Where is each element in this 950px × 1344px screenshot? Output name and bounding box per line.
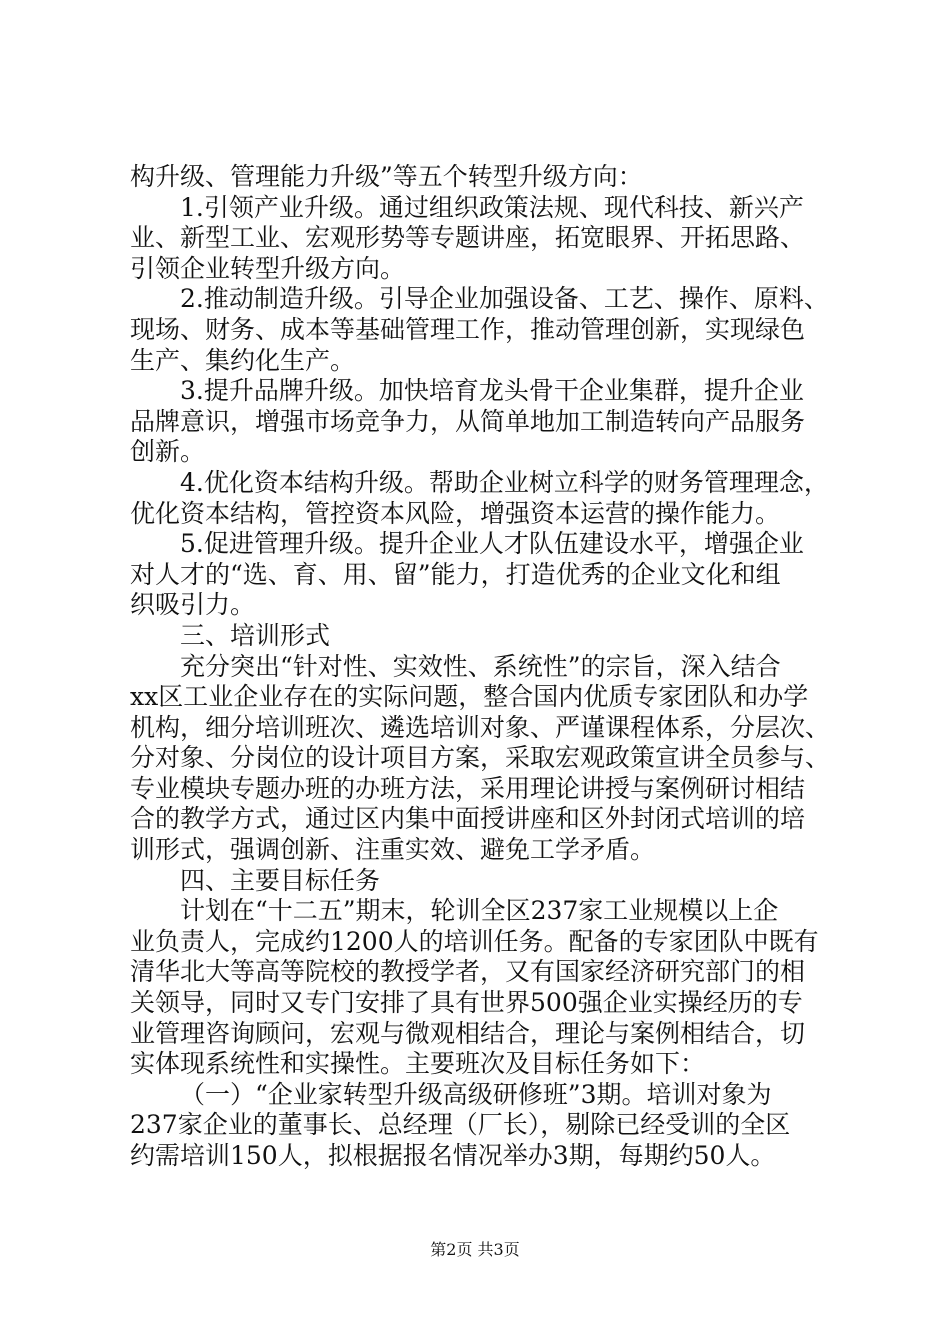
text-line: 业、新型工业、宏观形势等专题讲座，拓宽眼界、开拓思路、 xyxy=(130,223,806,253)
document-body xyxy=(130,162,830,1172)
text-line: 业负责人，完成约1200人的培训任务。配备的专家团队中既有 xyxy=(130,926,819,956)
text-line: 5.促进管理升级。提升企业人才队伍建设水平，增强企业 xyxy=(180,529,804,559)
text-line: 机构，细分培训班次、遴选培训对象、严谨课程体系，分层次、 xyxy=(130,712,830,742)
text-line: 业管理咨询顾问，宏观与微观相结合，理论与案例相结合，切 xyxy=(130,1018,806,1048)
text-line: 237家企业的董事长、总经理（厂长），剔除已经受训的全区 xyxy=(130,1110,791,1140)
text-line: 品牌意识，增强市场竞争力，从简单地加工制造转向产品服务 xyxy=(130,406,806,436)
text-line: 专业模块专题办班的办班方法，采用理论讲授与案例研讨相结 xyxy=(130,773,806,803)
text-line: 引领企业转型升级方向。 xyxy=(130,253,406,283)
text-line: 清华北大等高等院校的教授学者，又有国家经济研究部门的相 xyxy=(130,957,806,987)
text-line: 创新。 xyxy=(130,437,206,467)
text-line: 织吸引力。 xyxy=(130,590,256,620)
text-line: 训形式，强调创新、注重实效、避免工学矛盾。 xyxy=(130,835,656,865)
text-line: 2.推动制造升级。引导企业加强设备、工艺、操作、原料、 xyxy=(180,284,829,314)
text-line: 关领导，同时又专门安排了具有世界500强企业实操经历的专 xyxy=(130,988,803,1018)
text-line: xx区工业企业存在的实际问题，整合国内优质专家团队和办学 xyxy=(130,682,809,712)
text-line: 四、主要目标任务 xyxy=(180,865,381,895)
text-line: 构升级、管理能力升级”等五个转型升级方向： xyxy=(130,162,643,191)
text-line: 约需培训150人，拟根据报名情况举办3期，每期约50人。 xyxy=(130,1141,776,1170)
text-line: 1.引领产业升级。通过组织政策法规、现代科技、新兴产 xyxy=(180,192,804,222)
text-line: 三、培训形式 xyxy=(180,620,331,650)
text-line: 分对象、分岗位的设计项目方案，采取宏观政策宣讲全员参与、 xyxy=(130,743,830,773)
text-line: 优化资本结构，管控资本风险，增强资本运营的操作能力。 xyxy=(130,498,781,528)
text-line: 充分突出“针对性、实效性、系统性”的宗旨，深入结合 xyxy=(180,651,781,681)
text-line: 合的教学方式，通过区内集中面授讲座和区外封闭式培训的培 xyxy=(130,804,806,834)
text-line: 生产、集约化生产。 xyxy=(130,345,356,375)
text-line: 4.优化资本结构升级。帮助企业树立科学的财务管理理念， xyxy=(180,467,829,497)
text-line: （一）“企业家转型升级高级研修班”3期。培训对象为 xyxy=(180,1079,772,1109)
text-line: 实体现系统性和实操性。主要班次及目标任务如下： xyxy=(130,1049,706,1079)
page-footer: 第2页 共3页 xyxy=(430,1240,520,1259)
text-line: 3.提升品牌升级。加快培育龙头骨干企业集群，提升企业 xyxy=(180,376,804,406)
text-line: 现场、财务、成本等基础管理工作，推动管理创新，实现绿色 xyxy=(130,314,806,344)
text-line: 计划在“十二五”期末，轮训全区237家工业规模以上企 xyxy=(180,896,779,926)
text-line: 对人才的“选、育、用、留”能力，打造优秀的企业文化和组 xyxy=(130,559,781,589)
